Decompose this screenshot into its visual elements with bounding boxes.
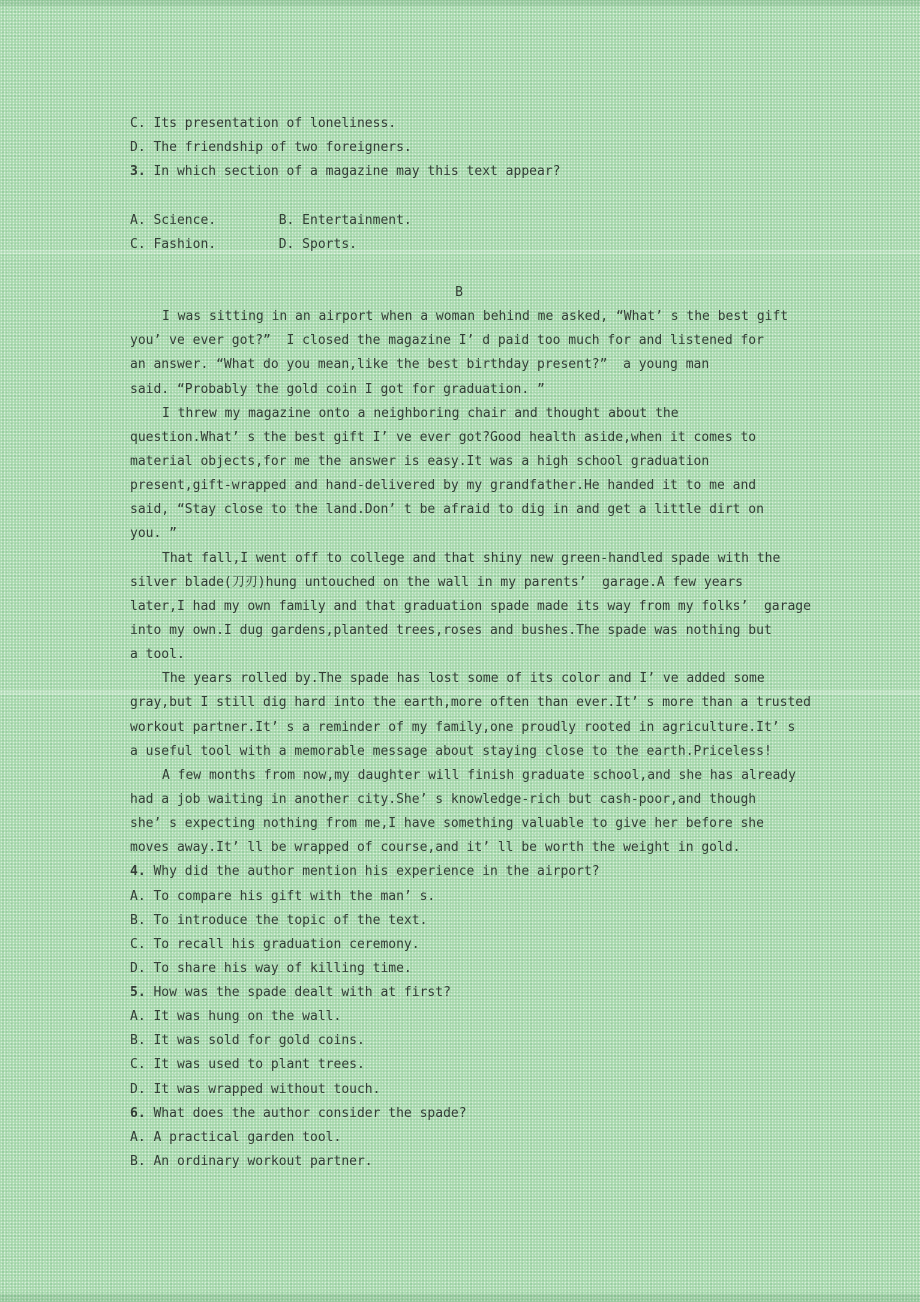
question-number: 5. — [130, 985, 146, 1001]
question-line: 4. Why did the author mention his experience in the airport? — [130, 864, 600, 880]
section-header: B — [455, 284, 463, 300]
option-line: A. A practical garden tool. — [130, 1129, 342, 1145]
body-text-line: present,gift-wrapped and hand-delivered by my grandfather.He handed it to me and — [130, 478, 757, 494]
body-text-line: a tool. — [130, 647, 185, 663]
option-line: A. It was hung on the wall. — [130, 1009, 342, 1025]
document-page — [130, 112, 811, 1174]
option-line: C. It was used to plant trees. — [130, 1057, 365, 1073]
option-line: D. The friendship of two foreigners. — [130, 140, 412, 156]
body-text-line: an answer. “What do you mean,like the best birthday present?” a young man — [130, 357, 710, 373]
option-line: D. To share his way of killing time. — [130, 960, 412, 976]
body-text-line: said, “Stay close to the land.Don’ t be afraid to dig in and get a little dirt on — [130, 502, 764, 518]
body-text-line: later,I had my own family and that graduation spade made its way from my folks’ garage — [130, 598, 811, 614]
scan-edge-shadow-top — [0, 0, 920, 6]
question-line: 6. What does the author consider the spade? — [130, 1105, 467, 1121]
option-line: B. To introduce the topic of the text. — [130, 912, 428, 928]
body-text-line: gray,but I still dig hard into the earth,more often than ever.It’ s more than a trusted — [130, 695, 811, 711]
body-text-line: moves away.It’ ll be wrapped of course,and it’ ll be worth the weight in gold. — [130, 840, 741, 856]
body-text-line: said. “Probably the gold coin I got for graduation. ” — [130, 381, 545, 397]
question-line: 3. In which section of a magazine may this text appear? — [130, 164, 561, 180]
option-line: C. Fashion. D. Sports. — [130, 236, 357, 252]
body-text-line: The years rolled by.The spade has lost some of its color and I’ ve added some — [162, 671, 765, 687]
body-text-line: workout partner.It’ s a reminder of my family,one proudly rooted in agriculture.It’ s — [130, 719, 796, 735]
body-text-line: had a job waiting in another city.She’ s knowledge-rich but cash-poor,and though — [130, 791, 757, 807]
option-line: A. To compare his gift with the man’ s. — [130, 888, 436, 904]
body-text-line: question.What’ s the best gift I’ ve ever got?Good health aside,when it comes to — [130, 429, 757, 445]
option-line: C. Its presentation of loneliness. — [130, 116, 397, 131]
option-line: D. It was wrapped without touch. — [130, 1081, 381, 1097]
option-line: C. To recall his graduation ceremony. — [130, 936, 420, 952]
body-text-line: you. ” — [130, 526, 177, 542]
body-text-line: you’ ve ever got?” I closed the magazine I’ d paid too much for and listened for — [130, 333, 764, 349]
body-text-line: A few months from now,my daughter will finish graduate school,and she has already — [162, 767, 796, 783]
blank-line — [130, 257, 788, 281]
body-text-line: That fall,I went off to college and that shiny new green-handled spade with the — [162, 550, 781, 566]
body-text-line: I was sitting in an airport when a woman behind me asked, “What’ s the best gift — [162, 309, 789, 325]
option-line: B. An ordinary workout partner. — [130, 1154, 373, 1170]
body-text-line: I threw my magazine onto a neighboring chair and thought about the — [162, 405, 679, 421]
option-line: A. Science. B. Entertainment. — [130, 212, 412, 228]
question-number: 4. — [130, 864, 146, 880]
body-text-line: into my own.I dug gardens,planted trees,roses and bushes.The spade was nothing but — [130, 622, 772, 638]
question-number: 6. — [130, 1105, 146, 1121]
question-number: 3. — [130, 164, 146, 180]
body-text-line: she’ s expecting nothing from me,I have something valuable to give her before she — [130, 816, 764, 832]
blank-line — [130, 184, 788, 208]
body-text-line: silver blade(刀刃)hung untouched on the wall in my parents’ garage.A few years — [130, 574, 743, 590]
body-text-line: material objects,for me the answer is easy.It was a high school graduation — [130, 453, 710, 469]
scan-edge-shadow-bottom — [0, 1294, 920, 1302]
option-line: B. It was sold for gold coins. — [130, 1033, 365, 1049]
body-text-line: a useful tool with a memorable message about staying close to the earth.Priceless! — [130, 743, 772, 759]
question-line: 5. How was the spade dealt with at first? — [130, 985, 451, 1001]
